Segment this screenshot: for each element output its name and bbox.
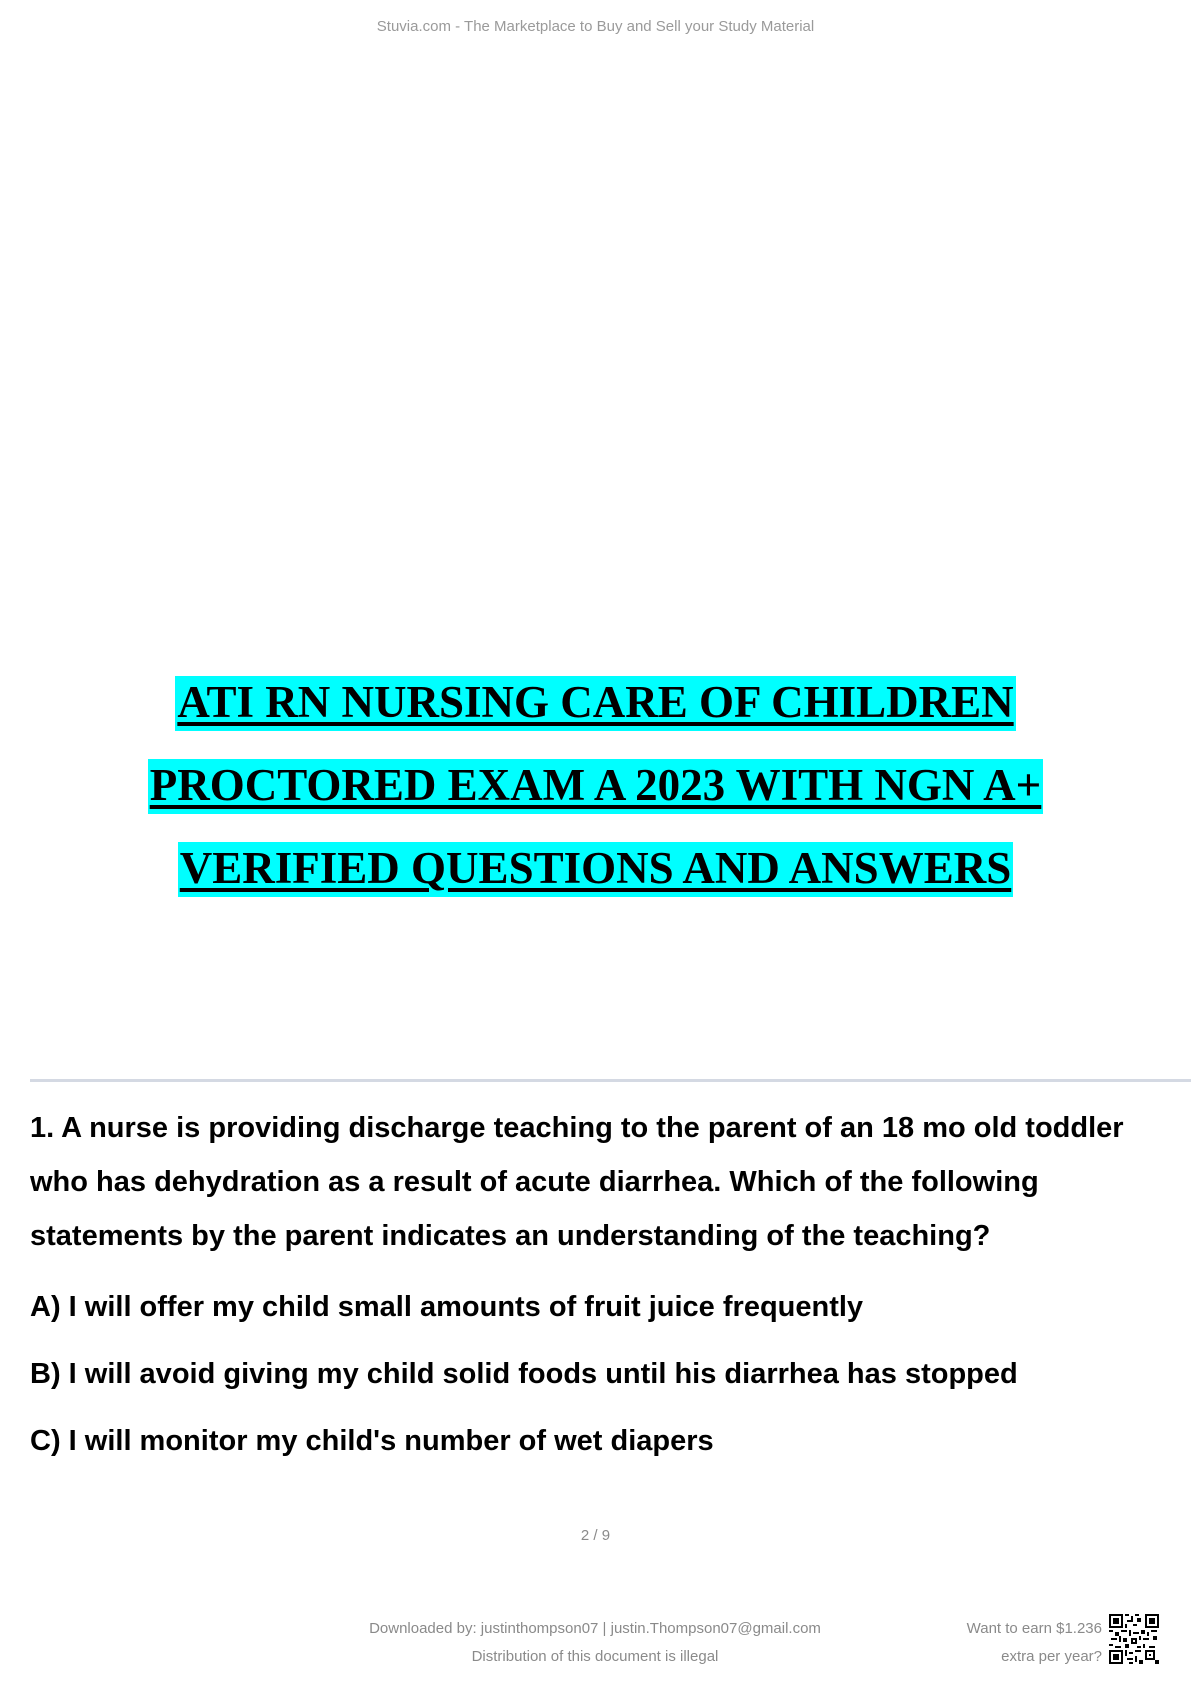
question-line-2: who has dehydration as a result of acute diarrhea. Which of the following xyxy=(30,1166,1039,1198)
answer-options xyxy=(30,1290,1191,1491)
earn-promo-line-2[interactable]: extra per year? xyxy=(1001,1648,1102,1665)
top-banner[interactable]: Stuvia.com - The Marketplace to Buy and Sell your Study Material xyxy=(376,18,815,35)
footer-notice xyxy=(300,1615,890,1671)
earn-promo[interactable] xyxy=(930,1615,1102,1671)
earn-promo-line-1[interactable]: Want to earn $1.236 xyxy=(966,1620,1102,1637)
section-divider xyxy=(30,1079,1191,1082)
downloaded-by-text: Downloaded by: justinthompson07 | justin.Thompson07@gmail.com xyxy=(369,1620,821,1637)
question-line-3: statements by the parent indicates an understanding of the teaching? xyxy=(30,1220,991,1252)
question-text xyxy=(30,1101,1191,1263)
document-title xyxy=(0,676,1191,925)
qr-code-icon[interactable] xyxy=(1109,1614,1159,1664)
title-line-2: PROCTORED EXAM A 2023 WITH NGN A+ xyxy=(148,759,1044,814)
option-a: A) I will offer my child small amounts of fruit juice frequently xyxy=(30,1291,864,1323)
option-b: B) I will avoid giving my child solid foods until his diarrhea has stopped xyxy=(30,1358,1018,1390)
option-c: C) I will monitor my child's number of wet diapers xyxy=(30,1425,714,1457)
distribution-notice: Distribution of this document is illegal xyxy=(471,1648,719,1665)
page-number: 2 / 9 xyxy=(580,1527,611,1544)
title-line-1: ATI RN NURSING CARE OF CHILDREN xyxy=(175,676,1015,731)
title-line-3: VERIFIED QUESTIONS AND ANSWERS xyxy=(178,842,1013,897)
question-line-1: 1. A nurse is providing discharge teaching to the parent of an 18 mo old toddler xyxy=(30,1112,1124,1144)
